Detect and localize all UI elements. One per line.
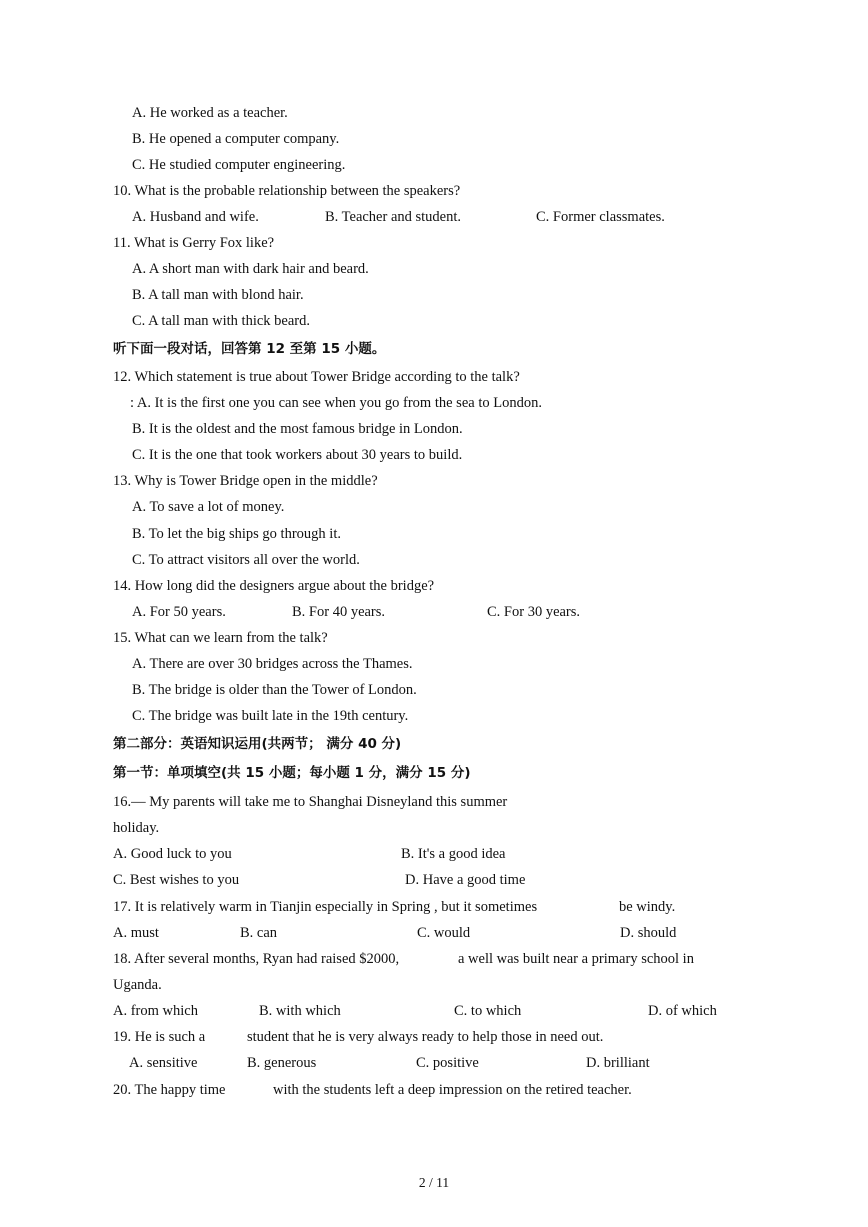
- q18-stem-continued: Uganda.: [113, 977, 162, 993]
- q13-stem: 13. Why is Tower Bridge open in the middle?: [113, 473, 378, 489]
- q10-option-a: A. Husband and wife.: [132, 209, 259, 225]
- q11-option-a: A. A short man with dark hair and beard.: [132, 261, 369, 277]
- q15-option-a: A. There are over 30 bridges across the Thames.: [132, 656, 413, 672]
- q16-stem-continued: holiday.: [113, 820, 160, 836]
- q19-option-b: B. generous: [247, 1055, 317, 1071]
- q17-option-c: C. would: [417, 925, 471, 941]
- q17-option-a: A. must: [113, 925, 159, 941]
- q19-option-c: C. positive: [416, 1055, 479, 1071]
- q16-option-b: B. It's a good idea: [401, 846, 506, 862]
- q11-stem: 11. What is Gerry Fox like?: [113, 235, 275, 251]
- part-two-heading: 第二部分：英语知识运用(共两节； 满分 40 分): [113, 736, 402, 752]
- q16-option-c: C. Best wishes to you: [113, 872, 240, 888]
- q15-option-c: C. The bridge was built late in the 19th century.: [132, 708, 409, 724]
- q19-stem: 19. He is such a: [113, 1029, 206, 1045]
- q9-option-a: A. He worked as a teacher.: [132, 105, 288, 121]
- q15-stem: 15. What can we learn from the talk?: [113, 630, 328, 646]
- q14-option-b: B. For 40 years.: [292, 604, 386, 620]
- q18-option-c: C. to which: [454, 1003, 522, 1019]
- section-one-heading: 第一节：单项填空(共 15 小题；每小题 1 分，满分 15 分): [113, 765, 471, 781]
- q9-option-c: C. He studied computer engineering.: [132, 157, 346, 173]
- q18-option-a: A. from which: [113, 1003, 198, 1019]
- q16-option-a: A. Good luck to you: [113, 846, 232, 862]
- q17-stem-after-blank: be windy.: [619, 899, 676, 915]
- q20-stem-after-blank: with the students left a deep impression on the retired teacher.: [273, 1082, 632, 1098]
- q17-stem: 17. It is relatively warm in Tianjin especially in Spring , but it sometimes: [113, 899, 538, 915]
- q12-option-a: : A. It is the first one you can see when you go from the sea to London.: [130, 395, 542, 411]
- q13-option-a: A. To save a lot of money.: [132, 499, 285, 515]
- q18-stem-after-blank: a well was built near a primary school in: [458, 951, 694, 967]
- q19-option-d: D. brilliant: [586, 1055, 650, 1071]
- q11-option-c: C. A tall man with thick beard.: [132, 313, 311, 329]
- q14-stem: 14. How long did the designers argue about the bridge?: [113, 578, 435, 594]
- q12-stem: 12. Which statement is true about Tower Bridge according to the talk?: [113, 369, 520, 385]
- q10-stem: 10. What is the probable relationship between the speakers?: [113, 183, 461, 199]
- q18-option-b: B. with which: [259, 1003, 341, 1019]
- q10-option-b: B. Teacher and student.: [325, 209, 462, 225]
- q19-stem-after-blank: student that he is very always ready to help those in need out.: [247, 1029, 604, 1045]
- q15-option-b: B. The bridge is older than the Tower of London.: [132, 682, 417, 698]
- q20-stem: 20. The happy time: [113, 1082, 226, 1098]
- q13-option-c: C. To attract visitors all over the world.: [132, 552, 360, 568]
- page-number: 2 / 11: [418, 1175, 450, 1190]
- q19-option-a: A. sensitive: [129, 1055, 198, 1071]
- listening-instruction: 听下面一段对话，回答第 12 至第 15 小题。: [113, 341, 386, 357]
- q18-stem: 18. After several months, Ryan had raised $2000,: [113, 951, 400, 967]
- q16-stem: 16.— My parents will take me to Shanghai Disneyland this summer: [113, 794, 508, 810]
- q14-option-a: A. For 50 years.: [132, 604, 226, 620]
- q9-option-b: B. He opened a computer company.: [132, 131, 340, 147]
- q16-option-d: D. Have a good time: [405, 872, 526, 888]
- q10-option-c: C. Former classmates.: [536, 209, 665, 225]
- q12-option-c: C. It is the one that took workers about 30 years to build.: [132, 447, 463, 463]
- q17-option-d: D. should: [620, 925, 677, 941]
- q17-option-b: B. can: [240, 925, 278, 941]
- q11-option-b: B. A tall man with blond hair.: [132, 287, 304, 303]
- q13-option-b: B. To let the big ships go through it.: [132, 526, 341, 542]
- q18-option-d: D. of which: [648, 1003, 717, 1019]
- q14-option-c: C. For 30 years.: [487, 604, 581, 620]
- q12-option-b: B. It is the oldest and the most famous bridge in London.: [132, 421, 463, 437]
